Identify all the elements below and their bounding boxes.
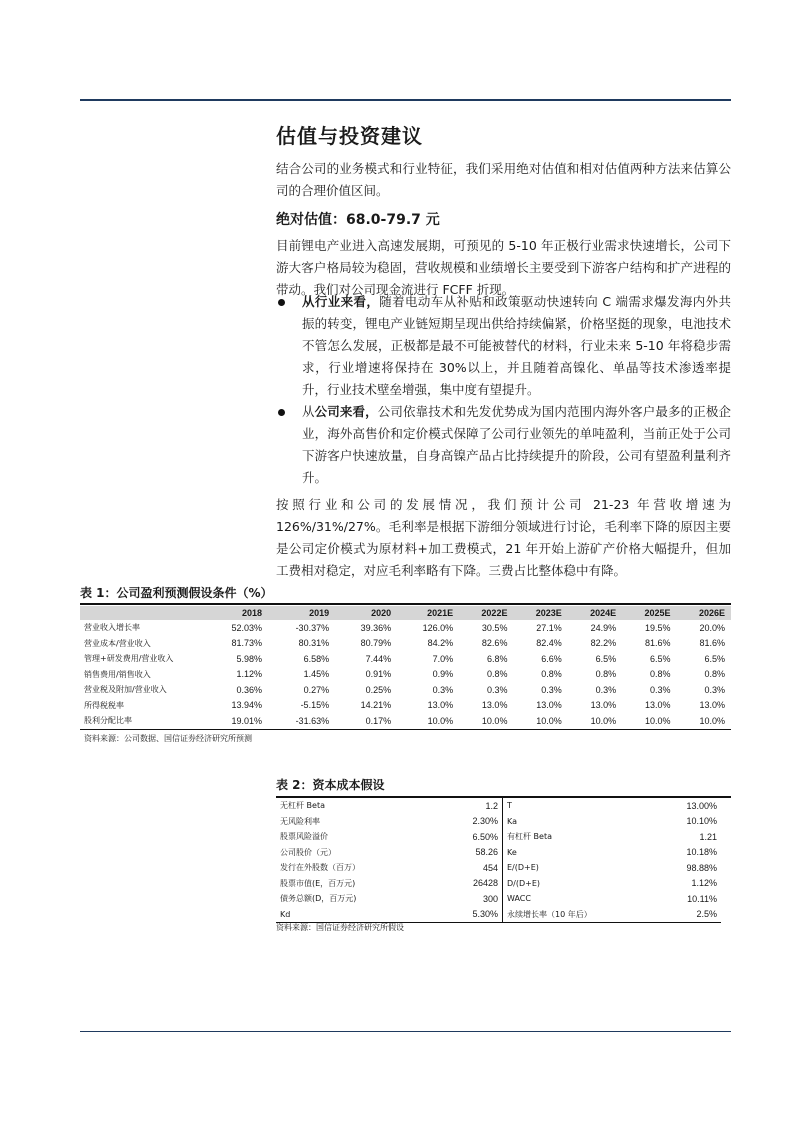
table2-value: 300 bbox=[414, 891, 503, 907]
table-row bbox=[276, 907, 721, 923]
table2-value: 2.5% bbox=[657, 907, 721, 923]
table1-cell: 6.5% bbox=[595, 653, 617, 664]
bullet-list bbox=[276, 291, 731, 489]
table1-row-label: 股利分配比率 bbox=[80, 713, 206, 729]
table1-row-label: 管理+研发费用/营业收入 bbox=[84, 654, 174, 664]
table2-label: D/(D+E) bbox=[507, 878, 541, 888]
table1-cell: 13.0% bbox=[699, 700, 725, 711]
table2-title: 表 2：资本成本假设 bbox=[276, 778, 385, 792]
table1-cell: 7.44% bbox=[365, 653, 392, 664]
table1 bbox=[80, 606, 731, 730]
table1-cell: 126.0% bbox=[422, 622, 454, 633]
table1-cell: 27.1% bbox=[536, 622, 562, 633]
table1-header-cell: 2021E bbox=[397, 606, 459, 620]
table2-label: 股票风险溢价 bbox=[280, 832, 328, 842]
absolute-valuation-title: 绝对估值：68.0-79.7 元 bbox=[276, 212, 440, 228]
table-row bbox=[80, 698, 731, 714]
table1-cell: 19.01% bbox=[206, 713, 268, 729]
table2-value: 10.18% bbox=[686, 847, 717, 858]
table1-cell: 13.0% bbox=[590, 700, 617, 711]
table1-cell: 81.73% bbox=[231, 638, 262, 649]
table2-value: 10.11% bbox=[687, 893, 717, 904]
forecast-paragraph: 按照行业和公司的发展情况，我们预计公司 21-23 年营收增速为126%/31%/27%。毛利率是根据下游细分领域进行讨论，毛利率下降的原因主要是公司定价模式为原材料+加工费模式，21 年开始上游矿产价格大幅提升，但加工费相对稳定，对应毛利率略有下降。三费占比整体稳中有降。 bbox=[276, 497, 731, 578]
table1-cell: 0.91% bbox=[365, 669, 392, 680]
table1-cell: -30.37% bbox=[295, 622, 330, 633]
table1-cell: 13.0% bbox=[536, 700, 562, 711]
table2-value: 10.10% bbox=[686, 816, 717, 827]
table1-header-cell: 2019 bbox=[268, 606, 335, 620]
table1-cell: 82.6% bbox=[481, 638, 508, 649]
table2-label: WACC bbox=[507, 894, 531, 904]
table1-cell: -5.15% bbox=[300, 700, 330, 711]
table1-cell: 1.45% bbox=[303, 669, 330, 680]
table-row bbox=[276, 845, 721, 861]
table1-cell: 6.58% bbox=[303, 653, 330, 664]
table1-cell: 10.0% bbox=[568, 713, 622, 729]
table1-cell: 13.0% bbox=[427, 700, 454, 711]
table1-row-label: 营业税及附加/营业收入 bbox=[84, 685, 167, 695]
table-row bbox=[276, 814, 721, 830]
bullet-dot-icon bbox=[278, 299, 285, 306]
table1-cell: 6.6% bbox=[541, 653, 562, 664]
table1-cell: 0.3% bbox=[541, 684, 562, 695]
table2-label: 有杠杆 Beta bbox=[507, 832, 552, 842]
table2-source: 资料来源：国信证券经济研究所假设 bbox=[276, 923, 404, 932]
table1-cell: 19.5% bbox=[645, 622, 671, 633]
table1-cell: 10.0% bbox=[513, 713, 567, 729]
table2-label: 公司股价（元） bbox=[280, 847, 336, 857]
footer-rule bbox=[80, 1031, 731, 1032]
table1-cell: 0.3% bbox=[486, 684, 508, 695]
table2-label: 债务总额(D，百万元) bbox=[280, 894, 357, 904]
table2 bbox=[276, 798, 721, 923]
table1-cell: 0.8% bbox=[541, 669, 562, 680]
table1-cell: 5.98% bbox=[236, 653, 262, 664]
table2-label: 发行在外股数（百万） bbox=[280, 863, 360, 873]
table1-row-label: 营业成本/营业收入 bbox=[84, 638, 151, 648]
table1-cell: 0.8% bbox=[595, 669, 617, 680]
table1-cell: 82.2% bbox=[590, 638, 617, 649]
table1-row-label: 营业收入增长率 bbox=[84, 623, 140, 633]
table2-label: 股票市值(E，百万元) bbox=[280, 878, 356, 888]
table1-cell: 39.36% bbox=[360, 622, 392, 633]
table1-cell: 0.27% bbox=[303, 684, 330, 695]
table2-label: 无风险利率 bbox=[280, 816, 320, 826]
table1-cell: 10.0% bbox=[677, 713, 731, 729]
table1-cell: 80.79% bbox=[360, 638, 392, 649]
table1-cell: 6.8% bbox=[486, 653, 508, 664]
table-row bbox=[80, 636, 731, 652]
table-row bbox=[276, 860, 721, 876]
table1-header-cell: 2018 bbox=[206, 606, 268, 620]
table1-cell: 0.9% bbox=[432, 669, 454, 680]
bullet-industry-text: 随着电动车从补贴和政策驱动快速转向 C 端需求爆发海内外共振的转变，锂电产业链短期呈现出供给持续偏紧，价格坚挺的现象，电池技术不管怎么发展，正极都是最不可能被替代的材料，行业未来 5-10 年将稳步需求，行业增速将保持在 30%以上，并且随着高镍化、单晶等技术渗透率提升，行业技术壁垒增强，集中度有望提升。 bbox=[302, 294, 731, 397]
table1-cell: 14.21% bbox=[360, 700, 392, 711]
table1-cell: 0.17% bbox=[335, 713, 397, 729]
table-row bbox=[80, 651, 731, 667]
table1-cell: 0.36% bbox=[236, 684, 262, 695]
table1-cell: 6.5% bbox=[704, 653, 725, 664]
table1-cell: 1.12% bbox=[236, 669, 262, 680]
table2-label: 无杠杆 Beta bbox=[280, 801, 325, 811]
table2-value: 1.12% bbox=[691, 878, 717, 889]
bullet-company-pre: 从 bbox=[302, 404, 315, 419]
table1-cell: 0.8% bbox=[650, 669, 671, 680]
table1-header-cell: 2025E bbox=[622, 606, 676, 620]
table1-cell: 52.03% bbox=[231, 622, 262, 633]
table-row bbox=[80, 667, 731, 683]
table1-cell: 0.3% bbox=[432, 684, 454, 695]
header-rule bbox=[80, 99, 731, 101]
bullet-company-text: 公司依靠技术和先发优势成为国内范围内海外客户最多的正极企业，海外高售价和定价模式保障了公司行业领先的单吨盈利，当前正处于公司下游客户快速放量，自身高镍产品占比持续提升的阶段，公司有望盈利量利齐升。 bbox=[302, 404, 731, 485]
table1-row-label: 销售费用/销售收入 bbox=[84, 669, 151, 679]
table1-cell: 0.3% bbox=[704, 684, 725, 695]
table1-source: 资料来源：公司数据、国信证券经济研究所预测 bbox=[84, 734, 252, 743]
table2-value: 1.21 bbox=[699, 831, 717, 842]
table1-rule bbox=[80, 603, 731, 605]
table1-cell: 0.8% bbox=[704, 669, 725, 680]
table2-label: Kd bbox=[276, 907, 414, 923]
table1-cell: 20.0% bbox=[699, 622, 725, 633]
table1-cell: 10.0% bbox=[459, 713, 513, 729]
bullet-industry-lead: 从行业来看， bbox=[302, 294, 380, 309]
table1-cell: 13.0% bbox=[481, 700, 508, 711]
bullet-company bbox=[276, 401, 731, 489]
table2-value: 2.30% bbox=[414, 814, 503, 830]
table2-label: Ka bbox=[507, 816, 518, 826]
table1-cell: 13.94% bbox=[231, 700, 262, 711]
table1-cell: 81.6% bbox=[699, 638, 725, 649]
table2-value: 6.50% bbox=[414, 829, 503, 845]
table1-header-cell: 2024E bbox=[568, 606, 622, 620]
bullet-company-lead: 公司来看， bbox=[314, 404, 378, 419]
absolute-valuation-paragraph: 目前锂电产业进入高速发展期，可预见的 5-10 年正极行业需求快速增长，公司下游大客户格局较为稳固，营收规模和业绩增长主要受到下游客户结构和扩产进程的带动。我们对公司现金流进行 FCFF 折现。 bbox=[276, 238, 731, 297]
table1-header-cell: 2020 bbox=[335, 606, 397, 620]
table-row bbox=[276, 829, 721, 845]
table1-cell: -31.63% bbox=[268, 713, 335, 729]
table1-cell: 0.8% bbox=[486, 669, 508, 680]
table2-value: 1.2 bbox=[414, 798, 503, 814]
table1-cell: 0.3% bbox=[595, 684, 617, 695]
table1-header-cell: 2026E bbox=[677, 606, 731, 620]
table1-cell: 24.9% bbox=[590, 622, 617, 633]
table2-label: E/(D+E) bbox=[507, 863, 539, 873]
table-row bbox=[80, 713, 731, 729]
table1-cell: 84.2% bbox=[427, 638, 454, 649]
table1-cell: 30.5% bbox=[481, 622, 508, 633]
table2-label: Ke bbox=[507, 847, 517, 857]
table1-header-row bbox=[80, 606, 731, 620]
table2-value: 5.30% bbox=[414, 907, 503, 923]
table1-cell: 10.0% bbox=[397, 713, 459, 729]
bullet-dot-icon bbox=[278, 409, 285, 416]
table-row bbox=[80, 682, 731, 698]
table-row bbox=[276, 876, 721, 892]
table2-value: 98.88% bbox=[686, 862, 717, 873]
section-title: 估值与投资建议 bbox=[276, 124, 423, 148]
table1-row-label: 所得税税率 bbox=[84, 700, 124, 710]
intro-paragraph: 结合公司的业务模式和行业特征，我们采用绝对估值和相对估值两种方法来估算公司的合理价值区间。 bbox=[276, 161, 731, 198]
table1-cell: 0.3% bbox=[650, 684, 671, 695]
table1-cell: 13.0% bbox=[645, 700, 671, 711]
table2-label: T bbox=[507, 801, 512, 811]
table-row bbox=[276, 891, 721, 907]
table1-cell: 82.4% bbox=[536, 638, 562, 649]
table1-header-cell: 2023E bbox=[513, 606, 567, 620]
table1-title: 表 1：公司盈利预测假设条件（%） bbox=[80, 586, 273, 600]
table1-cell: 81.6% bbox=[645, 638, 671, 649]
table1-header-cell: 2022E bbox=[459, 606, 513, 620]
table-row bbox=[80, 620, 731, 636]
table1-cell: 6.5% bbox=[650, 653, 671, 664]
table1-header-cell bbox=[80, 606, 206, 620]
bullet-industry bbox=[276, 291, 731, 401]
table1-cell: 10.0% bbox=[622, 713, 676, 729]
table2-value: 26428 bbox=[414, 876, 503, 892]
table1-cell: 0.25% bbox=[365, 684, 392, 695]
table2-value: 58.26 bbox=[414, 845, 503, 861]
table1-cell: 80.31% bbox=[298, 638, 330, 649]
table-row bbox=[276, 798, 721, 814]
table1-cell: 7.0% bbox=[432, 653, 454, 664]
table2-value: 13.00% bbox=[686, 800, 717, 811]
table2-value: 454 bbox=[414, 860, 503, 876]
table2-label: 永续增长率（10 年后） bbox=[503, 907, 658, 923]
